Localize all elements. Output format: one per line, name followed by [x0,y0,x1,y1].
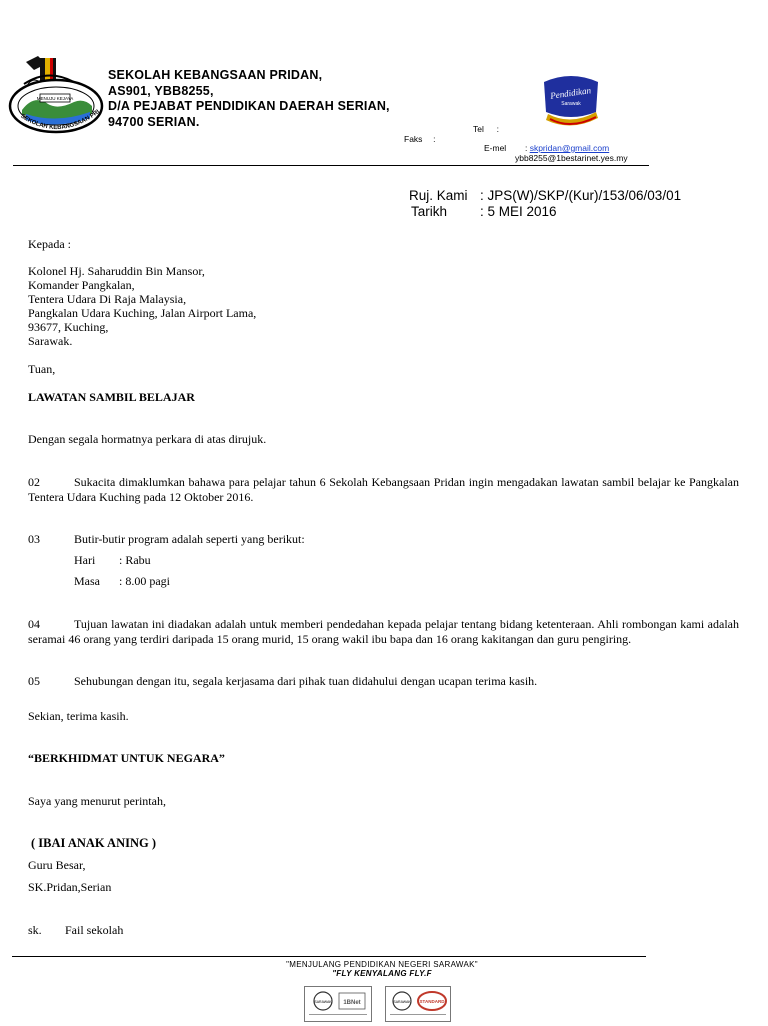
paragraph-text: Tujuan lawatan ini diadakan adalah untuk memberi pendedahan kepada pelajar tentang bidang ketenteraan. Ahli rombongan kami adalah seramai 46 orang yang terdiri daripada 15 orang murid, 15 orang wakil ibu bapa dan 16 orang kakitangan dan guru pengiring. [28,617,739,646]
tarikh-label: Tarikh [411,204,448,219]
badge-text: SARAWAK [393,1000,411,1004]
signatory-school: SK.Pridan,Serian [28,880,112,894]
school-line: SEKOLAH KEBANGSAAN PRIDAN, [108,68,323,82]
badge-text: SARAWAK [314,1000,332,1004]
tarikh-value: : 5 MEI 2016 [480,204,557,219]
faks-label: Faks [404,134,423,144]
ruj-line [409,188,681,203]
footer-motto-2: "FLY KENYALANG FLY.F [332,969,432,978]
hari-value: : Rabu [119,553,151,567]
para-number: 02 [28,475,40,489]
paragraph-04 [28,617,739,646]
ruj-label: Ruj. Kami [409,188,468,203]
email-label: E-mel [484,143,507,153]
paragraph-03: Butir-butir program adalah seperti yang berikut: [74,532,305,546]
paragraph-05: Sehubungan dengan itu, segala kerjasama dari pihak tuan didahului dengan ucapan terima kasih. [74,674,538,688]
saya-line: Saya yang menurut perintah, [28,794,166,808]
logo-pendidikan-text: Pendidikan [549,85,592,101]
footer-divider [12,956,646,957]
address-line: Pangkalan Udara Kuching, Jalan Airport Lama, [28,306,257,320]
email-line [484,143,609,153]
logo-ribbon-text: MENUJU KEJAYA [36,96,74,101]
faks-line [404,134,436,144]
para-number: 04 [28,617,40,631]
hari-label: Hari [74,553,96,567]
sk-label: sk. [28,923,42,937]
tarikh-line [411,204,557,219]
school-line: D/A PEJABAT PENDIDIKAN DAERAH SERIAN, [108,99,390,113]
pendidikan-sarawak-logo [538,72,604,130]
header-divider [13,165,649,166]
paragraph-02 [28,475,739,504]
signatory-name: ( IBAI ANAK ANING ) [31,836,157,850]
school-line: AS901, YBB8255, [108,83,214,98]
para-number: 03 [28,532,40,546]
school-address-block [108,68,390,130]
ruj-value: : JPS(W)/SKP/(Kur)/153/06/03/01 [480,188,682,203]
salutation: Tuan, [28,362,56,376]
faks-sep: : [433,134,436,144]
sk-value: Fail sekolah [65,923,124,937]
signatory-title: Guru Besar, [28,858,86,872]
address-line: Komander Pangkalan, [28,278,135,292]
closing-line: Sekian, terima kasih. [28,709,129,723]
tel-label: Tel [473,124,484,134]
address-line: Tentera Udara Di Raja Malaysia, [28,292,187,306]
certification-badge [385,986,451,1022]
logo-arc-text: SEKOLAH KEBANGSAAN PRI [19,109,101,132]
footer-motto-1: "MENJULANG PENDIDIKAN NEGERI SARAWAK" [286,960,478,969]
school-line: 94700 SERIAN. [108,114,200,129]
para-number: 05 [28,674,40,688]
certification-badge [304,986,372,1022]
masa-value: : 8.00 pagi [119,574,170,588]
badge-text: 1BNet [343,1000,361,1006]
masa-label: Masa [74,574,100,588]
badge-text: STANDARD [419,999,445,1004]
email-sep: : [524,143,528,153]
subject-heading: LAWATAN SAMBIL BELAJAR [28,390,195,404]
recipient-address [28,264,256,348]
motto: “BERKHIDMAT UNTUK NEGARA” [28,751,225,765]
opening-line: Dengan segala hormatnya perkara di atas dirujuk. [28,432,267,446]
paragraph-text: Sukacita dimaklumkan bahawa para pelajar tahun 6 Sekolah Kebangsaan Pridan ingin mengadakan lawatan sambil belajar ke Pangkalan Tentera Udara Kuching pada 12 Oktober 2016. [28,475,739,504]
email-link[interactable]: skpridan@gmail.com [529,143,610,153]
kepada-label: Kepada : [28,237,71,251]
address-line: Kolonel Hj. Saharuddin Bin Mansor, [28,264,205,278]
tel-line [473,124,499,134]
email2-line: ybb8255@1bestarinet.yes.my [515,153,628,163]
logo-sarawak-text: Sarawak [561,101,581,107]
school-logo [4,54,108,138]
address-line: 93677, Kuching, [28,320,109,334]
tel-sep: : [496,124,499,134]
address-line: Sarawak. [28,334,73,348]
